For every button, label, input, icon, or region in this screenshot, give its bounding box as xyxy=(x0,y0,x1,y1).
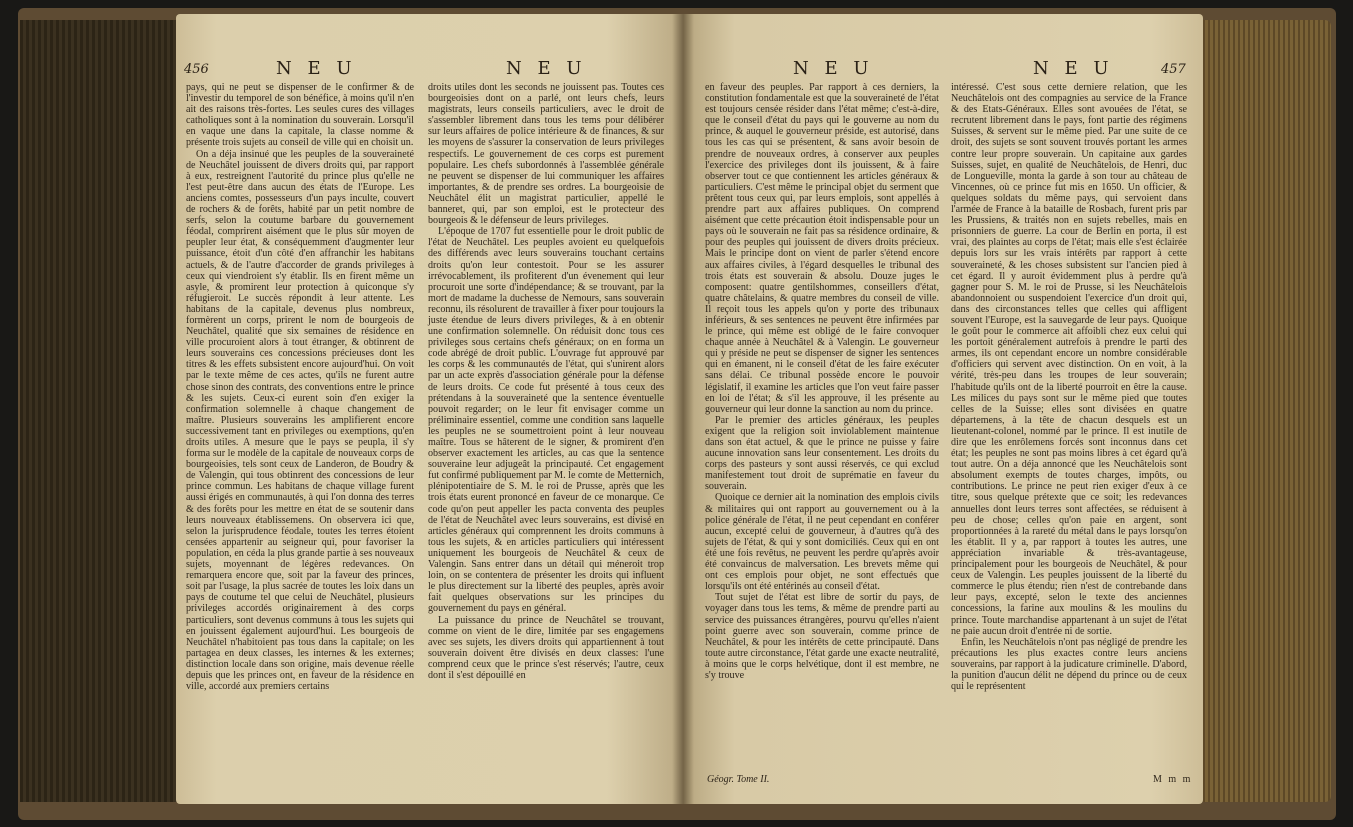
paragraph: en faveur des peuples. Par rapport à ces derniers, la constitution fondamentale est que la souveraineté de l'état est toujours censée résider dans l'état même; c'est-à-dire, que le conseil d'état du pays qui le gouverne au nom du prince, & auquel le gouverneur préside, est autorisé, dans tous les cas qui se présentent, & sans avoir besoin de prendre de nouveaux ordres, à conserver aux peuples l'exercice des privileges dont ils jouissent, & à faire observer tout ce que contiennent les articles généraux & particuliers. C'est même le principal objet du serment que prêtent tous ceux qui, par leurs emplois, sont appellés à prendre part aux affaires publiques. On comprend aisément que cette précaution étoit indispensable pour un pays où le souverain ne fait pas sa résidence ordinaire, & pour des peuples qui jouissent de divers droits précieux. Mais le principe dont on vient de parler s'étend encore aux affaires civiles, à l'égard desquelles le tribunal des trois états est souverain & absolu. Douze juges le composent: quatre gentilshommes, conseillers d'état, quatre châtelains, & quatre membres du conseil de ville. Il reçoit tous les appels qu'on y porte des tribunaux inférieurs, & ses sentences ne peuvent être infirmées par le prince, qui même est obligé de le faire convoquer chaque année à Neuchâtel & à Valengin. Le gouverneur qui y préside ne peut se dispenser de signer les sentences qui en émanent, ni le conseil d'état de les faire exécuter sans délai. Ce tribunal possède encore le pouvoir législatif, il examine les articles que l'on veut faire passer en loi de l'état; & s'il les approuve, il les présente au gouverneur qui leur donne la sanction au nom du prince. xyxy=(705,82,939,415)
paragraph: Tout sujet de l'état est libre de sortir du pays, de voyager dans tous les tems, & même de prendre parti au service des puissances étrangères, pourvu qu'elles n'aient point guerre avec son souverain, comme prince de Neuchâtel, & pour les intérêts de cette principauté. Dans toute autre circonstance, l'état garde une exacte neutralité, à moins que le corps helvétique, dont il est membre, ne s'y trouve xyxy=(705,592,939,681)
left-running-head-1: N E U xyxy=(276,58,357,79)
left-page-header xyxy=(176,58,683,80)
right-running-head-1: N E U xyxy=(793,58,874,79)
right-page xyxy=(683,14,1203,804)
gathering-signature: M m m xyxy=(1153,774,1193,785)
right-page-stack xyxy=(1203,20,1331,802)
right-column-1 xyxy=(705,82,939,681)
paragraph: droits utiles dont les seconds ne jouissent pas. Toutes ces bourgeoisies dont on a parlé, ont leurs chefs, leurs magistrats, leurs conseils particuliers, avec le droit de s'assembler librement dans tous les tems pour délibérer sur leurs affaires de police intérieure & de finances, & sur les moyens de s'assurer la conservation de leurs privileges respectifs. Le gouvernement de ces corps est purement populaire. Les chefs subordonnés à l'assemblée générale ne peuvent se dispenser de lui communiquer les affaires importantes, & de prendre ses ordres. La bourgeoisie de Neuchâtel élit un magistrat particulier, appellé le banneret, qui, par son emploi, est le protecteur des bourgeois & le défenseur de leurs privileges. xyxy=(428,82,664,227)
paragraph: On a déja insinué que les peuples de la souveraineté de Neuchâtel jouissent de divers droits qui, par rapport à eux, restreignent l'autorité du prince plus qu'elle ne l'est peut-être dans aucun des états de l'Europe. Les anciens comtes, possesseurs d'un pays inculte, couvert de rochers & de forêts, habité par un petit nombre de serfs, selon la coutume barbare du gouvernement féodal, comprirent aisément que le plus sûr moyen de peupler leur état, & conséquemment d'augmenter leur puissance, étoit d'un côté d'en affranchir les habitans actuels, & de l'autre d'accorder de grands privileges à ceux qui viendroient s'y établir. Ils en firent même un asyle, & promirent leur protection à quiconque s'y réfugieroit. Le succès répondit à leur attente. Les habitans de la capitale, devenus plus nombreux, formèrent un corps, prirent le nom de bourgeois de Neuchâtel, qualité que six semaines de résidence en ville procuroient alors à tout étranger, & obtinrent de leurs souverains ces concessions précieuses dont les titres & les effets subsistent encore aujourd'hui. On voit par le texte même de ces actes, qu'ils ne furent autre chose sinon des contrats, des conventions entre le prince & les sujets. Ceux-ci eurent soin d'en exiger la confirmation solemnelle à chaque changement de maître. Plusieurs souverains les amplifierent encore successivement tant en privileges ou exemptions, qu'en droits utiles. A mesure que le pays se peupla, il s'y forma sur le modèle de la capitale de nouveaux corps de bourgeoisies, tels sont ceux de Landeron, de Boudry & de Valengin, qui tous obtinrent des concessions de leur prince commun. Les habitans de chaque village furent aussi érigés en communautés, à qui l'on donna des terres & des forêts pour les mettre en état de se soutenir dans leurs nouveaux établissemens. On observera ici que, selon la jurisprudence féodale, toutes les terres étoient censées appartenir au seigneur qui, pour favoriser la population, en céda la plus grande partie à ses nouveaux sujets, moyennant de légères redevances. On remarquera encore que, soit par la faveur des princes, soit par l'usage, la plus sacrée de toutes les loix dans un pays de coutume tel que celui de Neuchâtel, plusieurs privileges accordés originairement à des corps particuliers, sont devenus communs à tous les sujets qui en jouissent également aujourd'hui. Les bourgeois de Neuchâtel n'habitoient pas tous dans la capitale; on les partagea en deux classes, les internes & les externes; distinction locale dans son origine, mais devenue réelle depuis que les princes ont, en faveur de la résidence en ville, accordé aux premiers certains xyxy=(186,148,414,693)
right-column-2 xyxy=(951,82,1187,692)
signature-mark: Géogr. Tome II. xyxy=(707,774,770,785)
left-column-1 xyxy=(186,82,414,692)
paragraph: Quoique ce dernier ait la nomination des emplois civils & militaires qui ont rapport au gouvernement ou à la police générale de l'état, il ne peut cependant en conférer aucun, excepté celui de gouverneur, à d'autres qu'à des sujets de l'état, & qui y sont domiciliés. Ceux qui en ont été une fois revêtus, ne peuvent les perdre qu'après avoir été convaincus de malversation. Les brevets même qui ont ces emplois pour objet, ne sont effectués que lorsqu'ils ont été entérinés au conseil d'état. xyxy=(705,492,939,593)
paragraph: La puissance du prince de Neuchâtel se trouvant, comme on vient de le dire, limitée par ses engagemens avec ses sujets, les divers droits qui appartiennent à tout souverain doivent être divisés en deux classes: l'une comprend ceux que le prince s'est réservés; l'autre, ceux dont il s'est dépouillé en xyxy=(428,614,664,681)
book-gutter xyxy=(672,14,694,804)
paragraph: Par le premier des articles généraux, les peuples exigent que la religion soit inviolablement maintenue dans son état actuel, & que le prince ne puisse y faire aucune innovation sans leur consentement. Les droits du corps des pasteurs y sont aussi réservés, ce qui exclud manifestement tout droit de suprématie en faveur du souverain. xyxy=(705,414,939,493)
right-page-number: 457 xyxy=(1161,62,1186,77)
paragraph: intéressé. C'est sous cette derniere relation, que les Neuchâtelois ont des compagnies au service de la France & des Etats-Généraux. Elles sont avouées de l'état, se recrutent librement dans le pays, font partie des régimens Suisses, & servent sur le même pied. Par une suite de ce droit, des sujets se sont souvent trouvés portant les armes contre leur propre souverain. Un capitaine aux gardes Suisses, sujet, en qualité de Neuchâtelois, de Henri, duc de Longueville, monta la garde à son tour au château de Vincennes, où ce prince fut mis en 1650. Un officier, & quelques soldats du même pays, qui servoient dans l'armée de France à la bataille de Rosbach, furent pris par les Prussiens, & traités non en sujets rebelles, mais en prisonniers de guerre. La cour de Berlin en porta, il est vrai, des plaintes au corps de l'état; mais elle s'est éclairée depuis lors sur les vrais intérêts par rapport à cette souveraineté, & les choses subsistent sur l'ancien pied à cet égard. Il y auroit évidemment plus à perdre qu'à gagner pour S. M. le roi de Prusse, si les Neuchâtelois abandonnoient ou suspendoient l'exercice d'un droit qui, dans des circonstances telles que celles qui affligent souvent l'Europe, est la sauvegarde de leur pays. Quoique le goût pour le commerce ait affoibli chez eux celui qui les portoit généralement autrefois à prendre le parti des armes, ils ont cependant encore un nombre considérable d'officiers qui servent avec distinction. On en voit, à la vérité, très-peu dans les troupes de leur souverain; l'habitude qu'ils ont de la liberté pourroit en être la cause. Les milices du pays sont sur le même pied que toutes celles de la Suisse; elles sont divisées en quatre départemens, à la tête de chacun desquels est un lieutenant-colonel, nommé par le prince. Il est inutile de dire que les enrôlemens forcés sont inconnus dans cet état; les peuples ne sont pas moins libres à cet égard qu'à tout autre. On a déja annoncé que les Neuchâtelois sont absolument exempts de toutes charges, impôts, ou contributions. Le prince ne peut rien exiger d'eux à ce titre, sous quelque prétexte que ce soit; les redevances annuelles dont leurs terres sont affectées, se réduisent à peu de chose; celles qu'on paie en argent, sont proportionnées à la rareté du métal dans le pays lorsqu'on les établit. Il y a, par rapport à toutes les autres, une appréciation invariable & très-avantageuse, principalement pour les bourgeois de Neuchâtel, & pour ceux de Valengin. Les peuples jouissent de la liberté du commerce le plus étendu; rien n'est de contrebande dans leur pays, excepté, selon le texte des anciennes concessions, la farine aux moulins & les moulins du prince. Toute marchandise appartenant à un sujet de l'état ne paie aucun droit d'entrée ni de sortie. xyxy=(951,82,1187,637)
left-column-2 xyxy=(428,82,664,681)
paragraph: pays, qui ne peut se dispenser de le confirmer & de l'investir du temporel de son bénéfice, à moins qu'il n'en ait des raisons très-fortes. Les seules cures des villages catholiques sont à la nomination du souverain. Lorsqu'il en vaque une dans la capitale, la classe nomme & présente trois sujets au conseil de ville qui en choisit un. xyxy=(186,82,414,149)
left-page-stack xyxy=(20,20,178,802)
paragraph: L'époque de 1707 fut essentielle pour le droit public de l'état de Neuchâtel. Les peuples avoient eu quelquefois des différends avec leurs souverains touchant certains droits qu'on leur contestoit. Pour se les assurer irrévocablement, ils profiterent d'un évenement qui leur procuroit une sorte d'indépendance; & se trouvant, par la mort de madame la duchesse de Nemours, sans souverain reconnu, ils résolurent de travailler à fixer pour toujours la juste étendue de leurs divers privileges, & à en obtenir une confirmation solemnelle. On réduisit donc tous ces privileges sous certains chefs généraux; on en forma un code abrégé de droit public. L'ouvrage fut approuvé par les corps & les communautés de l'état, qui s'unirent alors par un acte exprès d'association générale pour la défense de leurs droits. Ce code fut présenté à tous ceux des prétendans à la souveraineté que la sentence éventuelle pouvoit regarder; on le leur fit envisager comme un préliminaire essentiel, comme une condition sans laquelle les peuples ne se soumettroient point à leur nouveau maître. Tous se hâterent de le signer, & promirent d'en observer exactement les articles, au cas que la sentence souveraine leur adjugeât la principauté. Cet engagement fut confirmé publiquement par M. le comte de Metternich, plénipotentiaire de S. M. le roi de Prusse, après que les trois états eurent prononcé en faveur de ce monarque. Ce code qu'on peut appeller les pacta conventa des peuples de l'état de Neuchâtel avec leurs souverains, est divisé en articles généraux qui comprennent les droits communs à tous les sujets, & en articles particuliers qui intéressent uniquement les bourgeois de Neuchâtel & ceux de Valengin. Sans entrer dans un détail qui méneroit trop loin, on se contentera de présenter les droits qui influent le plus directement sur la liberté des peuples, après avoir fait quelques observations sur les principes du gouvernement du pays en général. xyxy=(428,226,665,615)
paragraph: Enfin, les Neuchâtelois n'ont pas négligé de prendre les précautions les plus exactes contre leurs anciens souverains, par rapport à la judicature criminelle. D'abord, la punition d'aucun délit ne dépend du prince ou de ceux qui le représentent xyxy=(951,636,1187,693)
right-running-head-2: N E U xyxy=(1033,58,1114,79)
right-page-header xyxy=(683,58,1203,80)
left-page xyxy=(176,14,683,804)
left-page-number: 456 xyxy=(184,62,209,77)
left-running-head-2: N E U xyxy=(506,58,587,79)
